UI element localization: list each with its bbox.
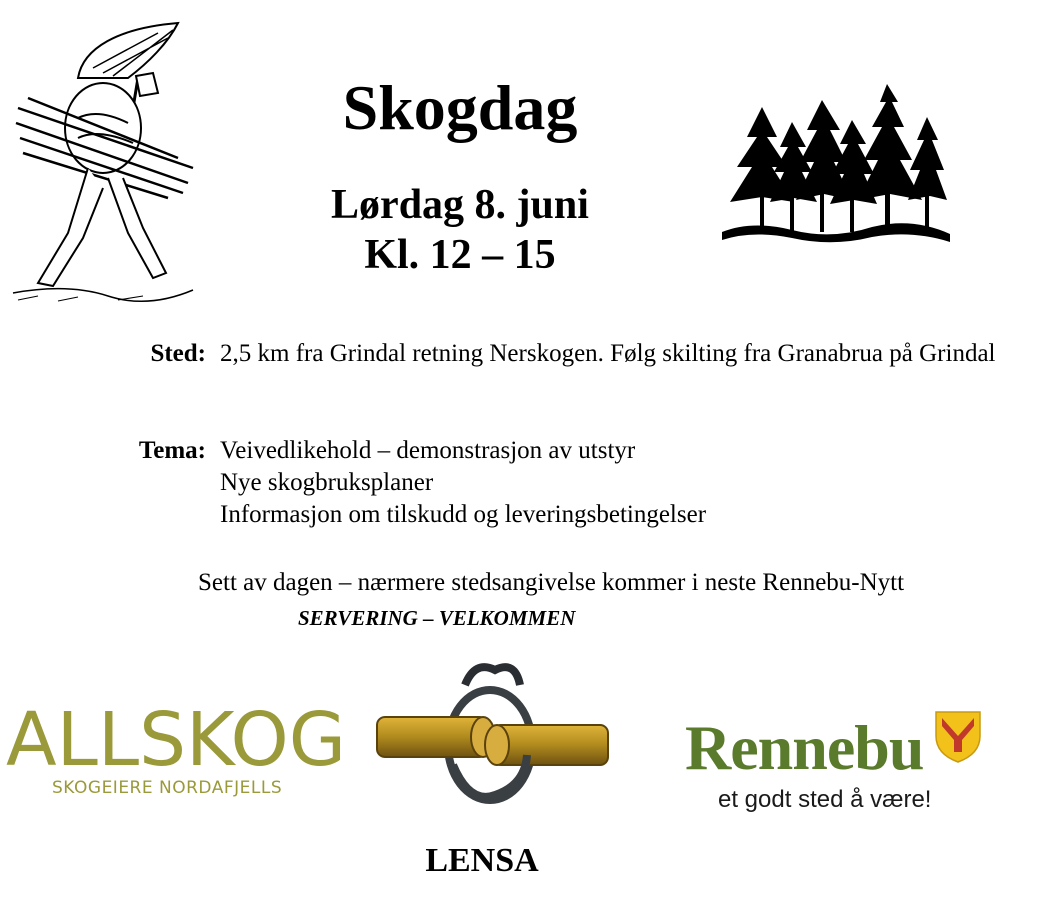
serving-welcome: SERVERING – VELKOMMEN (298, 606, 576, 630)
rennebu-shield-icon (934, 710, 982, 764)
woodsman-illustration (8, 18, 198, 303)
location-text: 2,5 km fra Grindal retning Nerskogen. Følg skilting fra Granabrua på Grindal (220, 340, 996, 367)
location-label: Sted: (150, 340, 206, 367)
rennebu-logo-text: Rennebu (685, 712, 924, 783)
allskog-logo-subtitle: SKOGEIERE NORDAFJELLS (52, 778, 283, 798)
allskog-logo-text: ALLSKOG (6, 697, 347, 783)
save-the-date-note: Sett av dagen – nærmere stedsangivelse kommer i neste Rennebu-Nytt (198, 569, 905, 596)
theme-item: Nye skogbruksplaner (220, 469, 434, 496)
lensa-logo-icon (375, 655, 615, 805)
forest-illustration (722, 82, 950, 247)
page-title: Skogdag (342, 72, 578, 143)
event-date: Lørdag 8. juni (331, 182, 589, 228)
lensa-logo-text: LENSA (425, 842, 539, 879)
theme-list (220, 435, 1020, 531)
theme-item: Informasjon om tilskudd og leveringsbetingelser (220, 501, 707, 528)
theme-item: Veivedlikehold – demonstrasjon av utstyr (220, 437, 636, 464)
theme-label: Tema: (138, 437, 206, 464)
event-time: Kl. 12 – 15 (364, 232, 556, 278)
rennebu-slogan: et godt sted å være! (718, 786, 932, 813)
